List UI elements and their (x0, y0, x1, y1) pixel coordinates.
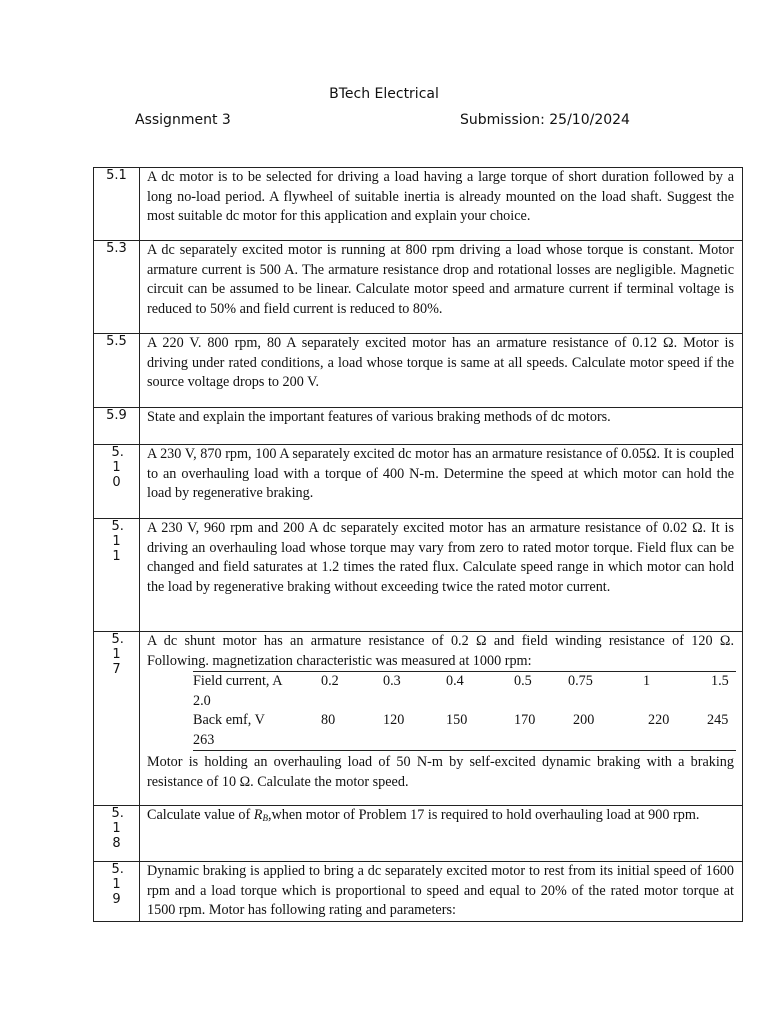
question-text: A dc separately excited motor is running at 800 rpm driving a load whose torque is constant. Motor armature current is 500 A. The armature resistance drop and rotational losses are negligible. Magnetic circuit can be assumed to be linear. Calculate motor speed and armature current if terminal voltage is reduced to 50% and field current is reduced to 80%. (140, 241, 743, 334)
question-row (94, 168, 743, 241)
question-number: 5.3 (94, 241, 140, 334)
question-number: 5.5 (94, 334, 140, 408)
question-row (94, 862, 743, 922)
table-cell: 220 (648, 712, 670, 728)
submission-date: Submission: 25/10/2024 (460, 112, 630, 128)
table-cell: 1.5 (711, 673, 729, 689)
assignment-label: Assignment 3 (135, 112, 231, 128)
table-cell: 0.5 (514, 673, 532, 689)
back-emf-label: Back emf, V (193, 712, 265, 728)
table-cell: 170 (514, 712, 536, 728)
question-text: A 220 V. 800 rpm, 80 A separately excited motor has an armature resistance of 0.12 Ω. Motor is driving under rated conditions, a load whose torque is same at all speeds. Calculate motor speed if the source voltage drops to 200 V. (140, 334, 743, 408)
question-number: 5.10 (94, 445, 140, 519)
symbol-subscript: B (262, 813, 268, 823)
field-current-row-wrap (193, 692, 736, 712)
question-number: 5.11 (94, 519, 140, 632)
question-number: 5.18 (94, 806, 140, 862)
symbol-r: R (253, 807, 263, 823)
question-row (94, 519, 743, 632)
question-row (94, 806, 743, 862)
table-cell: 200 (573, 712, 595, 728)
question-number: 5.17 (94, 632, 140, 806)
question-row (94, 241, 743, 334)
question-row (94, 445, 743, 519)
magnetization-table (193, 671, 736, 751)
question-text: State and explain the important features of various braking methods of dc motors. (140, 408, 743, 445)
question-text: A 230 V, 960 rpm and 200 A dc separately excited motor has an armature resistance of 0.02 Ω. It is driving an overhauling load whose torque may vary from zero to rated motor torque. Field flux can be changed and field saturates at 1.2 times the rated flux. Calculate speed range in which motor can hold the load by regenerative braking without exceeding twice the rated motor current. (140, 519, 743, 632)
question-text: A dc shunt motor has an armature resistance of 0.2 Ω and field winding resistance of 120 Ω. Following. magnetization characteristic was measured at 1000 rpm: Field current, A 0.2 0.3 0.4 0.5 0.75 1 1.5 2.0 Back emf, V 80 120 150 170 200 220 245 263 Motor is holding an overhauling load of 50 N-m by self-excited dynamic braking with a braking resistance of 10 Ω. Calculate the motor speed. (140, 632, 743, 806)
table-cell: 245 (707, 712, 729, 728)
question-text: Calculate value of $R_B,when$ motor of Problem 17 is required to hold overhauling load at 900 rpm. (140, 806, 743, 862)
question-text: A 230 V, 870 rpm, 100 A separately excited dc motor has an armature resistance of 0.05Ω. It is coupled to an overhauling load with a torque of 400 N-m. Determine the speed at which motor can hold the load by regenerative braking. (140, 445, 743, 519)
question-number: 5.9 (94, 408, 140, 445)
field-current-row (193, 672, 736, 692)
table-cell: 120 (383, 712, 405, 728)
question-number: 5.1 (94, 168, 140, 241)
question-row (94, 632, 743, 806)
table-cell: 0.2 (321, 673, 339, 689)
table-cell: 0.3 (383, 673, 401, 689)
question-number: 5.19 (94, 862, 140, 922)
question-text: A dc motor is to be selected for driving a load having a large torque of short duration followed by a long no-load period. A flywheel of suitable inertia is already mounted on the load shaft. Suggest the most suitable dc motor for this application and explain your choice. (140, 168, 743, 241)
table-cell: 2.0 (193, 692, 211, 709)
questions-table (93, 167, 743, 922)
document-title: BTech Electrical (329, 86, 439, 102)
table-cell: 1 (643, 673, 651, 689)
question-row (94, 334, 743, 408)
table-cell: 80 (321, 712, 336, 728)
table-cell: 0.4 (446, 673, 464, 689)
back-emf-row (193, 711, 736, 731)
field-current-label: Field current, A (193, 673, 283, 689)
table-cell: 263 (193, 731, 215, 748)
question-row (94, 408, 743, 445)
back-emf-row-wrap (193, 731, 736, 751)
table-cell: 0.75 (568, 673, 593, 689)
question-text: Dynamic braking is applied to bring a dc separately excited motor to rest from its initial speed of 1600 rpm and a load torque which is proportional to speed and equal to 20% of the rated motor torque at 1500 rpm. Motor has following rating and parameters: (140, 862, 743, 922)
table-cell: 150 (446, 712, 468, 728)
